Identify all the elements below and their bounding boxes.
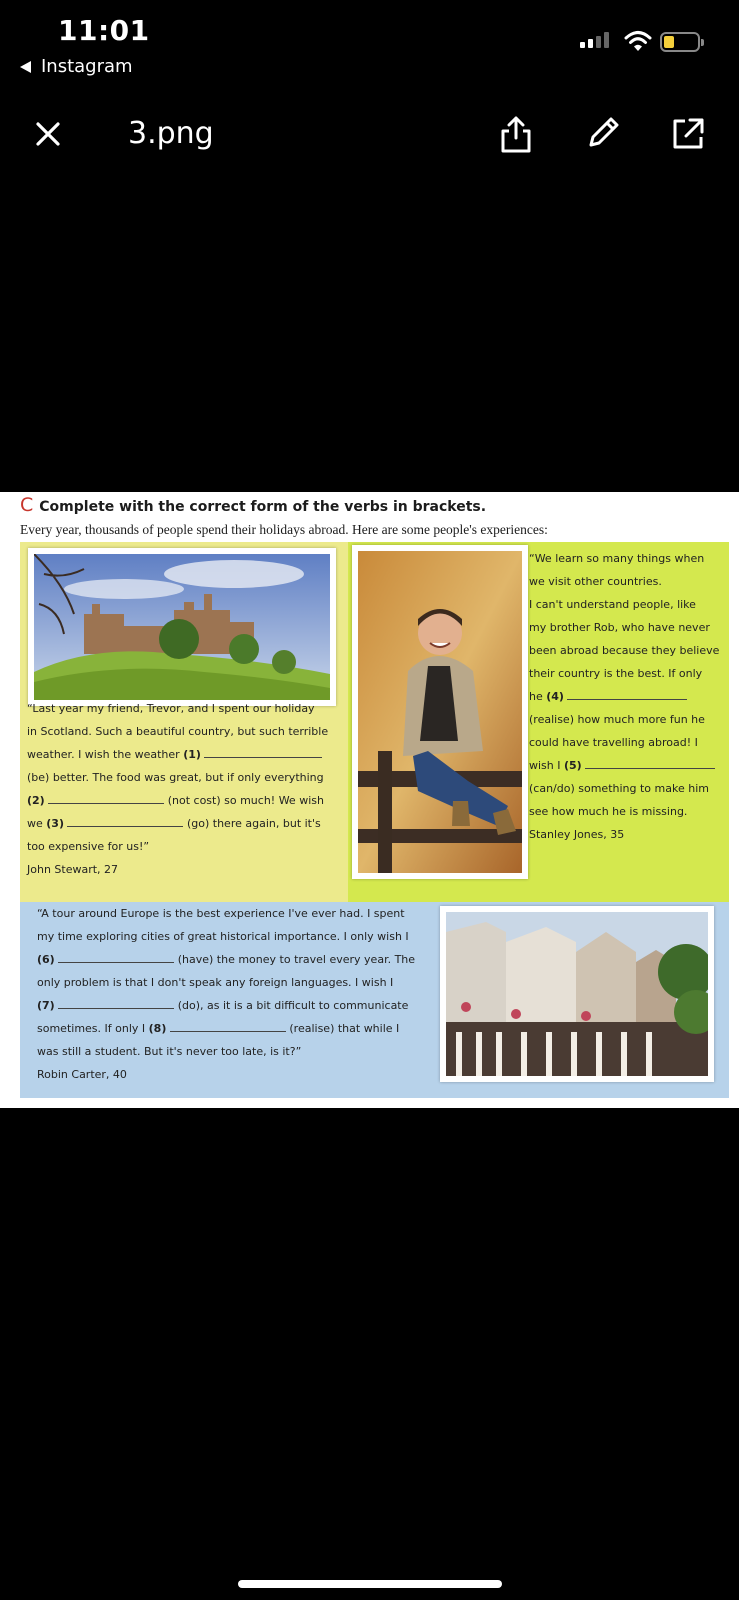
worksheet-image: [0, 492, 739, 1108]
open-external-icon[interactable]: [670, 116, 706, 152]
file-title: 3.png: [128, 116, 214, 151]
blue-text: “A tour around Europe is the best experience I've ever had. I spent my time exploring cities of great historical importance. I only wish I (6) (have) the money to travel every year. The only problem is that I don't speak any foreign languages. I wish I (7) (do), as it is a bit difficult to communicate sometimes. If only I (8) (realise) that while I was still a student. But it's never too late, is it?” Robin Carter, 40: [37, 902, 437, 1086]
answer-blank-1[interactable]: [204, 747, 322, 758]
street-photo: [440, 906, 714, 1082]
share-icon[interactable]: [498, 114, 534, 154]
battery-icon: [660, 32, 700, 52]
cellular-signal-icon: [580, 32, 609, 48]
man-photo: [352, 545, 528, 879]
yellow-panel: [20, 542, 348, 902]
home-indicator[interactable]: [238, 1580, 502, 1588]
status-time: 11:01: [58, 14, 150, 47]
answer-blank-6[interactable]: [58, 952, 174, 963]
author-robin: Robin Carter, 40: [37, 1068, 127, 1081]
author-stanley: Stanley Jones, 35: [529, 828, 625, 841]
yellow-text: “Last year my friend, Trevor, and I spent our holiday in Scotland. Such a beautiful country, but such terrible weather. I wish the weather (1) (be) better. The food was great, but if only everything (2) (not cost) so much! We wish we (3) (go) there again, but it's too expensive for us!” John Stewart, 27: [27, 697, 347, 881]
back-app-label: Instagram: [41, 56, 133, 77]
answer-blank-5[interactable]: [585, 758, 715, 769]
back-to-app-link[interactable]: [20, 56, 133, 77]
edit-icon[interactable]: [584, 114, 622, 152]
exercise-intro: Every year, thousands of people spend their holidays abroad. Here are some people's experiences:: [20, 522, 548, 537]
back-triangle-icon: [20, 61, 31, 73]
answer-blank-4[interactable]: [567, 689, 687, 700]
lime-text: “We learn so many things when we visit other countries. I can't understand people, like my brother Rob, who have never been abroad because they believe their country is the best. If only he (4) (realise) how much more fun he could have travelling abroad! I wish I (5) (can/do) something to make him see how much he is missing. Stanley Jones, 35: [529, 547, 724, 846]
close-icon[interactable]: [30, 116, 66, 152]
blue-panel: [20, 902, 729, 1098]
author-john: John Stewart, 27: [27, 863, 119, 876]
exercise-instruction: Complete with the correct form of the verbs in brackets.: [39, 499, 487, 515]
lime-panel: [348, 542, 729, 902]
exercise-heading: [20, 494, 486, 516]
castle-photo: [28, 548, 336, 706]
answer-blank-3[interactable]: [67, 816, 183, 827]
exercise-letter: C: [20, 494, 34, 516]
answer-blank-7[interactable]: [58, 998, 174, 1009]
answer-blank-2[interactable]: [48, 793, 164, 804]
answer-blank-8[interactable]: [170, 1021, 286, 1032]
wifi-icon: [624, 30, 652, 52]
